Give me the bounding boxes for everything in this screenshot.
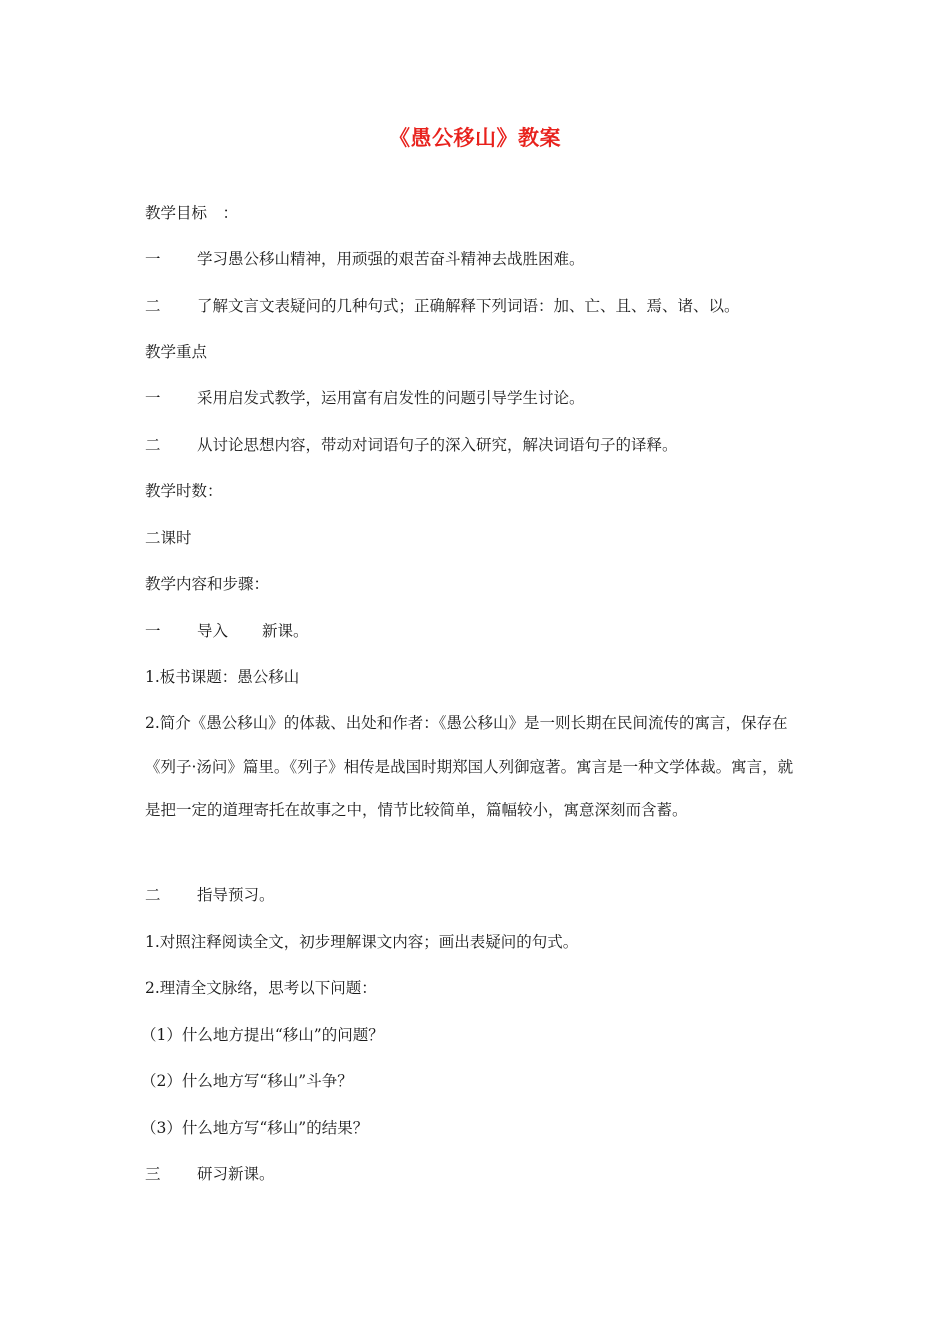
step-number: 二 [145,886,161,904]
step-label-b: 新课。 [262,622,309,640]
step-number: 三 [145,1165,161,1183]
focus-heading: 教学重点 [145,343,208,361]
objective-item [145,249,585,269]
question-item: （3）什么地方写“移山”的结果？ [141,1119,369,1137]
document-title: 《愚公移山》教案 [389,126,561,150]
step-one-item: 1.板书课题：愚公移山 [145,668,300,686]
steps-heading: 教学内容和步骤： [145,575,270,593]
focus-item [145,388,585,408]
objectives-heading: 教学目标 ： [145,204,239,222]
item-text: 了解文言文表疑问的几种句式；正确解释下列词语：加、亡、且、焉、诸、以。 [197,297,740,315]
item-number: 二 [145,436,161,454]
item-text: 从讨论思想内容，带动对词语句子的深入研究，解决词语句子的译释。 [197,436,678,454]
focus-item [145,435,678,455]
step-number: 一 [145,622,161,640]
step-two-item: 1.对照注释阅读全文，初步理解课文内容；画出表疑问的句式。 [145,933,579,951]
step-one-paragraph: 2.简介《愚公移山》的体裁、出处和作者：《愚公移山》是一则长期在民间流传的寓言，保存在《列子·汤问》篇里。《列子》相传是战国时期郑国人列御寇著。寓言是一种文学体裁。寓言，就是把一定的道理寄托在故事之中，情节比较简单，篇幅较小，寓意深刻而含蓄。 [145,714,794,819]
question-item: （1）什么地方提出“移山”的问题？ [141,1026,384,1044]
item-number: 一 [145,250,161,268]
item-text: 采用启发式教学，运用富有启发性的问题引导学生讨论。 [197,389,585,407]
objective-item [145,296,740,316]
item-number: 二 [145,297,161,315]
step-label-a: 导入 [197,622,229,640]
step-three [145,1164,275,1184]
step-text: 研习新课。 [197,1165,275,1183]
step-two [145,885,275,905]
question-item: （2）什么地方写“移山”斗争？ [141,1072,353,1090]
hours-heading: 教学时数： [145,482,223,500]
item-text: 学习愚公移山精神，用顽强的艰苦奋斗精神去战胜困难。 [197,250,585,268]
step-two-item: 2.理清全文脉络，思考以下问题： [145,979,377,997]
item-number: 一 [145,389,161,407]
step-one [145,621,309,641]
hours-value: 二课时 [145,529,192,547]
step-text: 指导预习。 [197,886,275,904]
